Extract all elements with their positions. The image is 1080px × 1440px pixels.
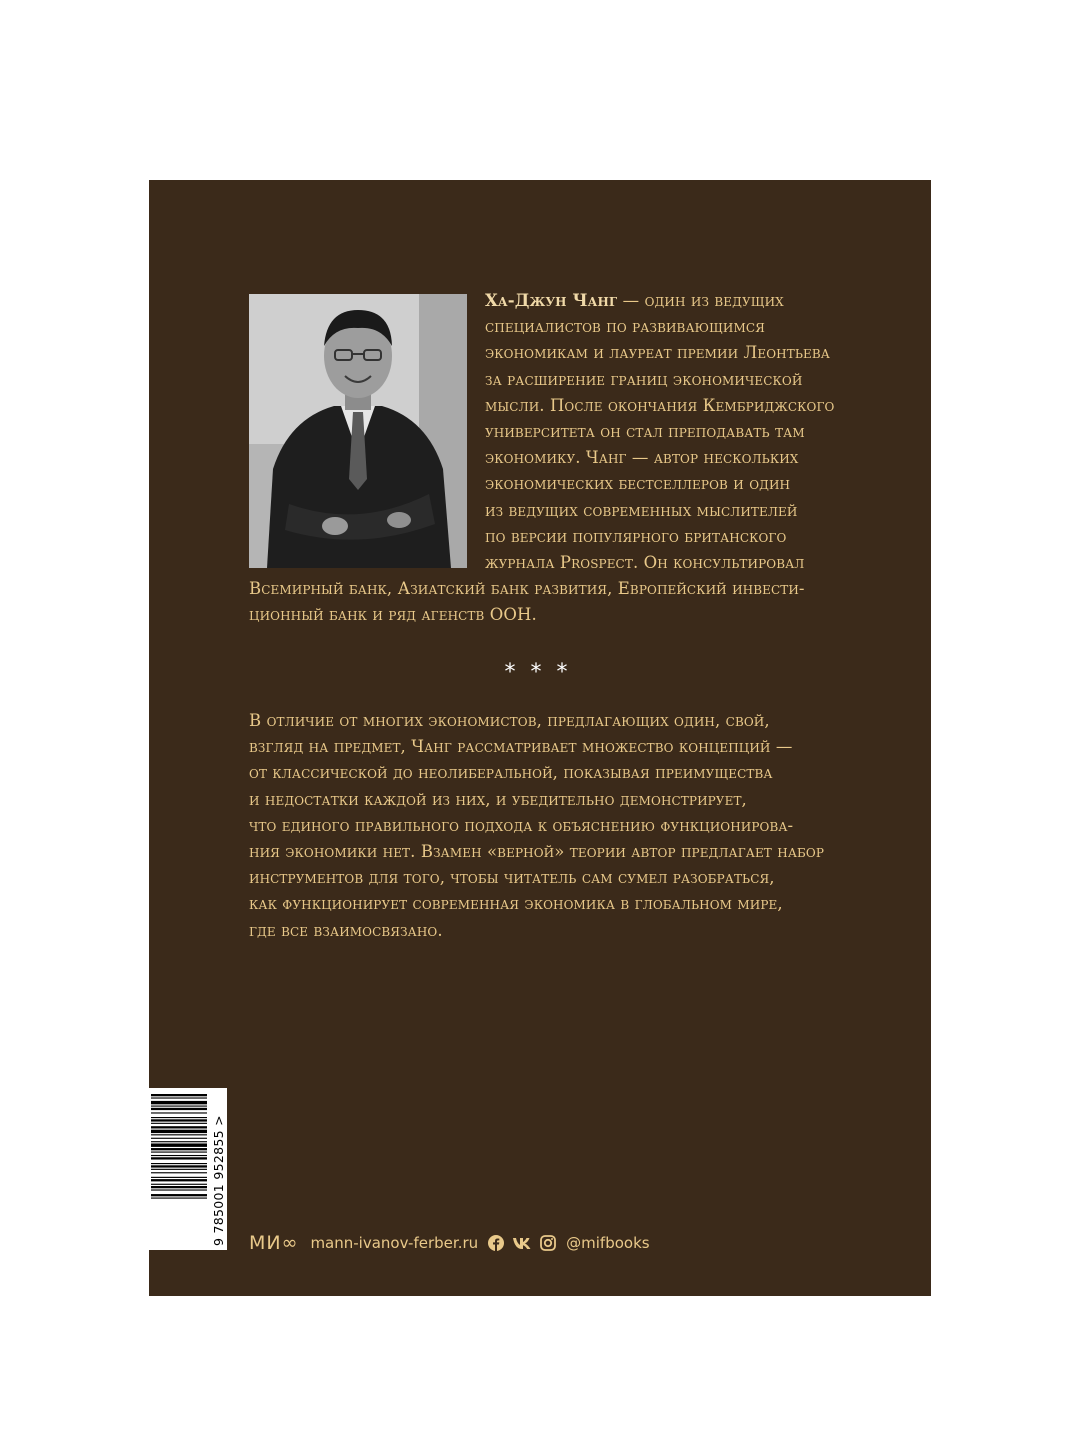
- barcode-bar: [151, 1148, 207, 1150]
- barcode-bar: [151, 1165, 207, 1167]
- book-description: [249, 708, 824, 944]
- barcode-bar: [151, 1186, 207, 1188]
- barcode-bar: [151, 1143, 207, 1146]
- barcode-bar: [151, 1106, 207, 1107]
- barcode-bar: [151, 1130, 207, 1133]
- website-link[interactable]: mann-ivanov-ferber.ru: [310, 1234, 479, 1252]
- bio-line: Ха-Джун Чанг — один из ведущих: [485, 291, 784, 310]
- barcode-bar: [151, 1094, 207, 1096]
- description-line: что единого правильного подхода к объяснению функционирова-: [249, 815, 794, 835]
- barcode-bar: [151, 1157, 207, 1159]
- barcode-bar: [151, 1126, 207, 1128]
- bio-line: специалистов по развивающимся: [485, 317, 765, 337]
- barcode-bar: [151, 1123, 207, 1124]
- author-name: Ха-Джун Чанг: [485, 291, 618, 310]
- barcode-bar: [151, 1152, 207, 1153]
- section-separator: * * *: [504, 660, 572, 685]
- bio-line: Всемирный банк, Азиатский банк развития, Европейский инвести-: [249, 579, 805, 598]
- barcode-number: 9 785001 952855 >: [211, 1115, 226, 1246]
- bio-line: экономику. Чанг — автор нескольких: [485, 448, 799, 468]
- bio-line: из ведущих современных мыслителей: [485, 500, 798, 520]
- instagram-icon[interactable]: [540, 1235, 556, 1251]
- barcode-bar: [151, 1138, 207, 1139]
- bio-line: ционный банк и ряд агенств ООН.: [249, 605, 537, 625]
- facebook-icon[interactable]: [488, 1235, 504, 1251]
- barcode-bar: [151, 1163, 207, 1164]
- bio-line: университета он стал преподавать там: [485, 422, 805, 442]
- description-line: где все взаимосвязано.: [249, 920, 443, 940]
- description-line: и недостатки каждой из них, и убедительно демонстрирует,: [249, 789, 747, 809]
- bio-line: за расширение границ экономической: [485, 369, 803, 389]
- author-photo: [249, 294, 467, 568]
- barcode-bar: [151, 1172, 207, 1173]
- bio-line: экономических бестселлеров и один: [485, 474, 791, 494]
- barcode-bar: [151, 1184, 207, 1185]
- description-line: от классической до неолиберальной, показывая преимущества: [249, 763, 773, 783]
- barcode-bar: [151, 1112, 207, 1113]
- barcode-bar: [151, 1108, 207, 1110]
- isbn-barcode: [149, 1088, 227, 1250]
- bio-line: мысли. После окончания Кембриджского: [485, 395, 835, 415]
- publisher-logo: МИ∞: [249, 1232, 299, 1254]
- barcode-bar: [151, 1155, 207, 1156]
- barcode-bars: [151, 1094, 207, 1199]
- barcode-bar: [151, 1119, 207, 1121]
- book-back-cover: [149, 180, 931, 1296]
- bio-text-right: [485, 288, 834, 576]
- barcode-bar: [151, 1189, 207, 1190]
- barcode-bar: [151, 1169, 207, 1170]
- barcode-bar: [151, 1101, 207, 1104]
- vk-icon[interactable]: [512, 1236, 532, 1250]
- description-line: как функционирует современная экономика в глобальном мире,: [249, 894, 783, 914]
- bio-text-full: [249, 576, 805, 628]
- publisher-footer: [249, 1232, 650, 1254]
- social-handle[interactable]: @mifbooks: [566, 1234, 650, 1252]
- barcode-bar: [151, 1198, 207, 1199]
- bio-line: по версии популярного британского: [485, 526, 787, 546]
- description-line: взгляд на предмет, Чанг рассматривает множество концепций —: [249, 737, 793, 757]
- description-line: В отличие от многих экономистов, предлагающих один, свой,: [249, 711, 770, 730]
- bio-line: экономикам и лауреат премии Леонтьева: [485, 343, 830, 363]
- barcode-bar: [151, 1141, 207, 1142]
- barcode-bar: [151, 1194, 207, 1196]
- barcode-bar: [151, 1179, 207, 1181]
- description-line: инструментов для того, чтобы читатель сам сумел разобраться,: [249, 868, 775, 888]
- barcode-bar: [151, 1117, 207, 1118]
- barcode-bar: [151, 1177, 207, 1178]
- description-line: ния экономики нет. Взамен «верной» теории автор предлагает набор: [249, 842, 825, 862]
- barcode-bar: [151, 1097, 207, 1098]
- barcode-bar: [151, 1134, 207, 1135]
- bio-line: журнала Prospect. Он консультировал: [485, 553, 805, 573]
